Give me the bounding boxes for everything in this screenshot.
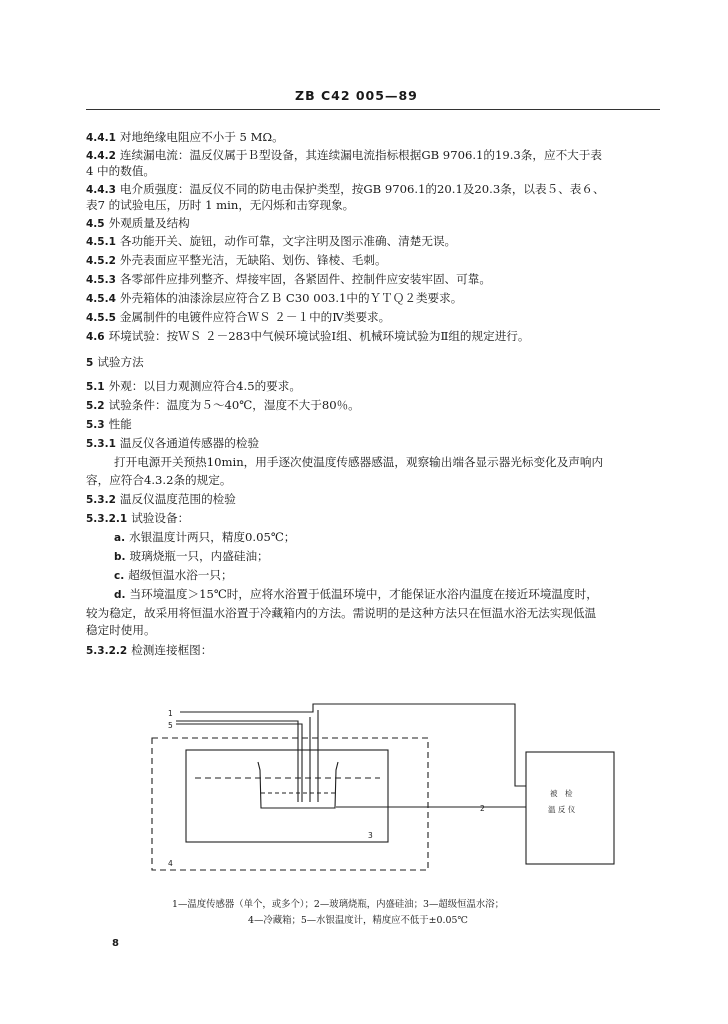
text-line xyxy=(86,198,354,213)
clause-number: 4.5.2 xyxy=(86,255,116,267)
clause-text: 电介质强度：温反仪不同的防电击保护类型，按GB 9706.1的20.1及20.3条，以表５、表６、 xyxy=(119,182,605,196)
label-1: 1 xyxy=(168,709,173,718)
page-number: 8 xyxy=(112,938,119,949)
clause-text: 各功能开关、旋钮，动作可靠，文字注明及图示准确、清楚无误。 xyxy=(119,234,457,248)
clause-text: 当环境温度＞15℃时，应将水浴置于低温环境中，才能保证水浴内温度在接近环境温度时， xyxy=(129,587,598,601)
clause-number: 4.4.1 xyxy=(86,132,116,144)
clause-number: 4.6 xyxy=(86,331,105,343)
clause-text: 外观质量及结构 xyxy=(108,216,190,230)
clause-number: 5.3 xyxy=(86,419,105,431)
text-line xyxy=(86,182,605,198)
clause-text: 外壳箱体的油漆涂层应符合ＺＢ C30 003.1中的ＹＴＱ２类要求。 xyxy=(119,291,463,305)
cold-storage-box xyxy=(152,738,428,870)
figure-caption-line2: 4—冷藏箱；5—水银温度计，精度应不低于±0.05℃ xyxy=(248,915,468,926)
text-line xyxy=(86,643,212,659)
clause-text: 试验条件：温度为５～40℃，湿度不大于80％。 xyxy=(108,398,360,412)
clause-text: 水银温度计两只，精度0.05℃； xyxy=(129,530,296,544)
clause-text: 试验设备： xyxy=(131,511,190,525)
label-4: 4 xyxy=(168,859,173,868)
clause-text: 玻璃烧瓶一只，内盛硅油； xyxy=(129,549,269,563)
clause-text: 4 中的数值。 xyxy=(86,164,156,178)
clause-number: d. xyxy=(114,589,126,601)
clause-number: 4.5 xyxy=(86,218,105,230)
text-line xyxy=(86,398,360,414)
page-header: ZB C42 005—89 xyxy=(295,88,418,103)
device-label-line2: 温 反 仪 xyxy=(548,805,576,814)
clause-text: 试验方法 xyxy=(97,355,144,369)
clause-text: 稳定时使用。 xyxy=(86,623,156,637)
header-rule xyxy=(86,109,660,110)
text-line xyxy=(86,272,491,288)
text-line xyxy=(86,473,231,488)
clause-number: 5.2 xyxy=(86,400,105,412)
clause-text: 温反仪温度范围的检验 xyxy=(119,492,236,506)
clause-number: b. xyxy=(114,551,126,563)
clause-text: 外观：以目力观测应符合4.5的要求。 xyxy=(108,379,301,393)
clause-text: 温反仪各通道传感器的检验 xyxy=(119,436,260,450)
figure-caption-line1: 1—温度传感器（单个，或多个）；2—玻璃烧瓶，内盛硅油；3—超级恒温水浴； xyxy=(172,899,504,910)
clause-text: 检测连接框图： xyxy=(131,643,213,657)
text-line xyxy=(86,417,132,433)
clause-text: 环境试验：按ＷＳ ２－283中气候环境试验Ⅰ组、机械环境试验为Ⅱ组的规定进行。 xyxy=(108,329,530,343)
clause-text: 容，应符合4.3.2条的规定。 xyxy=(86,473,232,487)
text-line xyxy=(86,355,144,371)
clause-number: 5 xyxy=(86,357,94,369)
clause-number: 5.3.2 xyxy=(86,494,116,506)
label-2: 2 xyxy=(480,804,485,813)
text-line xyxy=(86,492,236,508)
text-line xyxy=(114,455,603,470)
water-bath-box xyxy=(186,750,388,842)
clause-number: 5.3.1 xyxy=(86,438,116,450)
clause-text: 连续漏电流：温反仪属于Ｂ型设备，其连续漏电流指标根据GB 9706.1的19.3条，应不大于表 xyxy=(119,148,602,162)
clause-number: 5.3.2.2 xyxy=(86,645,128,657)
text-line xyxy=(86,623,156,638)
text-line xyxy=(114,568,233,584)
text-line xyxy=(114,530,295,546)
thermometer xyxy=(176,721,298,802)
clause-number: 5.1 xyxy=(86,381,105,393)
text-line xyxy=(86,291,462,307)
device-label-line1: 被 检 xyxy=(550,789,573,798)
text-line xyxy=(86,511,189,527)
text-line xyxy=(86,216,190,232)
text-line xyxy=(86,379,301,395)
clause-text: 金属制件的电镀件应符合ＷＳ ２－１中的Ⅳ类要求。 xyxy=(119,310,391,324)
text-line xyxy=(86,436,259,452)
clause-text: 性能 xyxy=(108,417,132,431)
text-line xyxy=(86,148,602,164)
label-5: 5 xyxy=(168,721,173,730)
clause-number: 5.3.2.1 xyxy=(86,513,128,525)
clause-text: 各零部件应排列整齐、焊接牢固，各紧固件、控制件应安装牢固、可靠。 xyxy=(119,272,491,286)
clause-text: 对地绝缘电阻应不小于 5 MΩ。 xyxy=(119,130,284,144)
clause-number: a. xyxy=(114,532,126,544)
text-line xyxy=(86,253,387,269)
label-3: 3 xyxy=(368,831,373,840)
clause-text: 超级恒温水浴一只； xyxy=(128,568,233,582)
text-line xyxy=(86,310,390,326)
clause-number: 4.5.4 xyxy=(86,293,116,305)
text-line xyxy=(86,130,284,146)
text-line xyxy=(86,234,456,250)
clause-number: 4.4.2 xyxy=(86,150,116,162)
clause-text: 较为稳定，故采用将恒温水浴置于冷藏箱内的方法。需说明的是这种方法只在恒温水浴无法实现低温 xyxy=(86,606,597,620)
clause-text: 表7 的试验电压，历时 1 min，无闪烁和击穿现象。 xyxy=(86,198,355,212)
clause-number: 4.5.3 xyxy=(86,274,116,286)
text-line xyxy=(86,164,155,179)
text-line xyxy=(114,549,269,565)
clause-text: 外壳表面应平整光洁，无缺陷、划伤、锋棱、毛刺。 xyxy=(119,253,387,267)
clause-number: 4.5.1 xyxy=(86,236,116,248)
sensor-wire-top xyxy=(180,704,526,786)
text-line xyxy=(86,329,529,345)
clause-number: 4.4.3 xyxy=(86,184,116,196)
text-line xyxy=(86,606,596,621)
clause-number: 4.5.5 xyxy=(86,312,116,324)
connection-diagram xyxy=(140,690,660,890)
clause-text: 打开电源开关预热10min，用手逐次使温度传感器感温，观察输出端各显示器光标变化及声响内 xyxy=(114,455,604,469)
text-line xyxy=(114,587,598,603)
clause-number: c. xyxy=(114,570,125,582)
